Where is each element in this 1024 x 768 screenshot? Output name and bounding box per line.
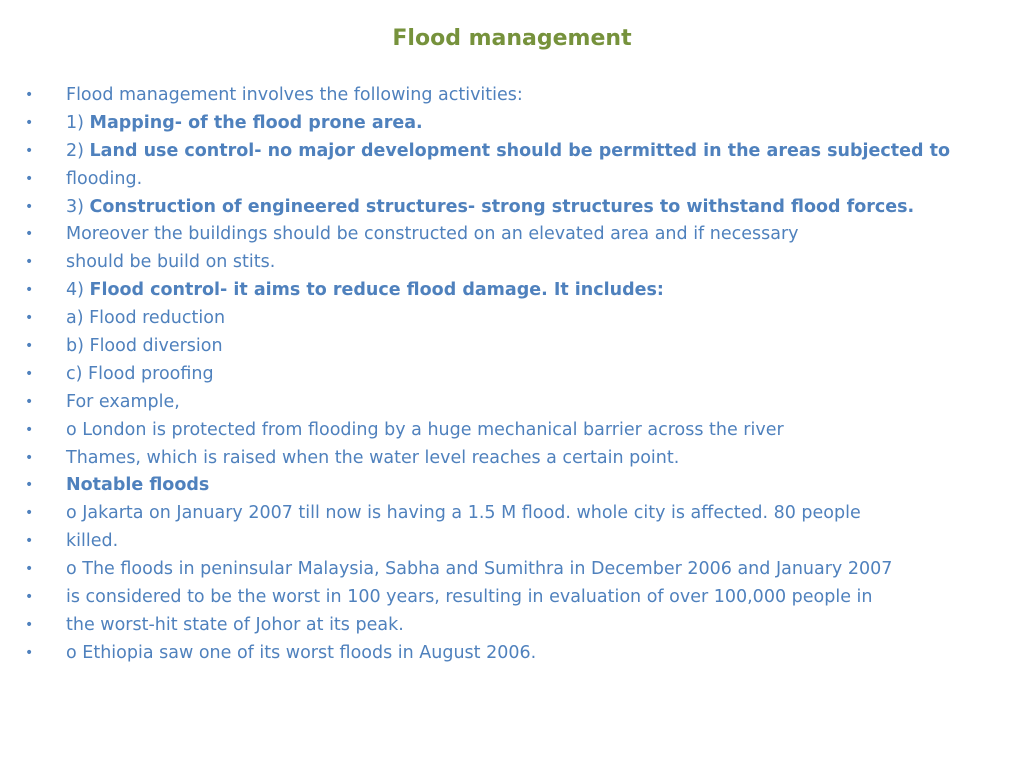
bullet-dot-icon: • xyxy=(25,616,34,633)
bullet-dot-icon: • xyxy=(25,170,34,187)
bullet-dot-icon: • xyxy=(25,87,34,103)
slide-title: Flood management xyxy=(392,26,632,51)
bullet-dot-icon: • xyxy=(25,449,34,466)
bullet-dot-icon: • xyxy=(25,421,34,438)
bullet-text: Flood control- it aims to reduce flood damage. It includes: xyxy=(89,280,664,301)
bullet-text: is considered to be the worst in 100 years, resulting in evaluation of over 100,000 people in xyxy=(66,587,873,608)
bullet-text: flooding. xyxy=(66,168,143,189)
bullet-text: c) Flood proofing xyxy=(66,363,214,384)
bullet-item xyxy=(25,584,1005,612)
bullet-text: Moreover the buildings should be constructed on an elevated area and if necessary xyxy=(66,224,799,245)
bullet-dot-icon: • xyxy=(25,114,34,131)
bullet-dot-icon: • xyxy=(25,282,34,299)
bullet-item xyxy=(25,221,1005,249)
bullet-dot-icon: • xyxy=(25,393,34,410)
bullet-text: o London is protected from flooding by a huge mechanical barrier across the river xyxy=(66,419,784,440)
bullet-text: Construction of engineered structures- strong structures to withstand flood forces. xyxy=(89,196,915,217)
bullet-text: o Ethiopia saw one of its worst floods in August 2006. xyxy=(66,642,537,663)
bullet-item xyxy=(25,110,1005,138)
bullet-item xyxy=(25,82,1005,110)
bullet-number: 1) xyxy=(66,112,90,133)
bullet-item xyxy=(25,277,1005,305)
bullet-dot-icon: • xyxy=(25,310,34,327)
bullet-number: 2) xyxy=(66,140,90,161)
bullet-item xyxy=(25,417,1005,445)
bullet-item xyxy=(25,194,1005,222)
bullet-item xyxy=(25,361,1005,389)
bullet-dot-icon: • xyxy=(25,477,34,494)
bullet-text: o Jakarta on January 2007 till now is having a 1.5 M flood. whole city is affected. 80 people xyxy=(66,503,861,524)
bullet-dot-icon: • xyxy=(25,505,34,522)
bullet-item xyxy=(25,249,1005,277)
bullet-dot-icon: • xyxy=(25,561,34,578)
bullet-text: b) Flood diversion xyxy=(66,336,223,357)
bullet-text: should be build on stits. xyxy=(66,252,276,273)
bullet-item xyxy=(25,305,1005,333)
bullet-item xyxy=(25,333,1005,361)
bullet-item xyxy=(25,612,1005,640)
bullet-item xyxy=(25,640,1005,668)
bullet-item xyxy=(25,528,1005,556)
bullet-text: the worst-hit state of Johor at its peak. xyxy=(66,614,404,635)
bullet-text: Mapping- of the flood prone area. xyxy=(89,112,423,133)
bullet-dot-icon: • xyxy=(25,589,34,606)
bullet-list xyxy=(25,82,1005,668)
bullet-item xyxy=(25,472,1005,500)
bullet-text: o The floods in peninsular Malaysia, Sabha and Sumithra in December 2006 and January 2007 xyxy=(66,559,893,580)
bullet-dot-icon: • xyxy=(25,338,34,355)
bullet-item xyxy=(25,445,1005,473)
bullet-text: Thames, which is raised when the water level reaches a certain point. xyxy=(66,447,680,468)
bullet-number: 3) xyxy=(66,196,90,217)
bullet-text: Land use control- no major development should be permitted in the areas subjected to xyxy=(89,140,951,161)
bullet-text: killed. xyxy=(66,531,119,552)
bullet-dot-icon: • xyxy=(25,533,34,550)
bullet-item xyxy=(25,138,1005,166)
bullet-item xyxy=(25,500,1005,528)
bullet-text: a) Flood reduction xyxy=(66,308,226,329)
bullet-dot-icon: • xyxy=(25,644,34,661)
bullet-dot-icon: • xyxy=(25,142,34,159)
bullet-item xyxy=(25,556,1005,584)
bullet-dot-icon: • xyxy=(25,226,34,243)
bullet-dot-icon: • xyxy=(25,365,34,382)
bullet-item xyxy=(25,166,1005,194)
bullet-text: For example, xyxy=(66,391,180,412)
bullet-text: Flood management involves the following activities: xyxy=(66,85,523,105)
bullet-item xyxy=(25,389,1005,417)
bullet-dot-icon: • xyxy=(25,198,34,215)
bullet-text: Notable floods xyxy=(66,475,210,496)
bullet-number: 4) xyxy=(66,280,90,301)
bullet-dot-icon: • xyxy=(25,254,34,271)
